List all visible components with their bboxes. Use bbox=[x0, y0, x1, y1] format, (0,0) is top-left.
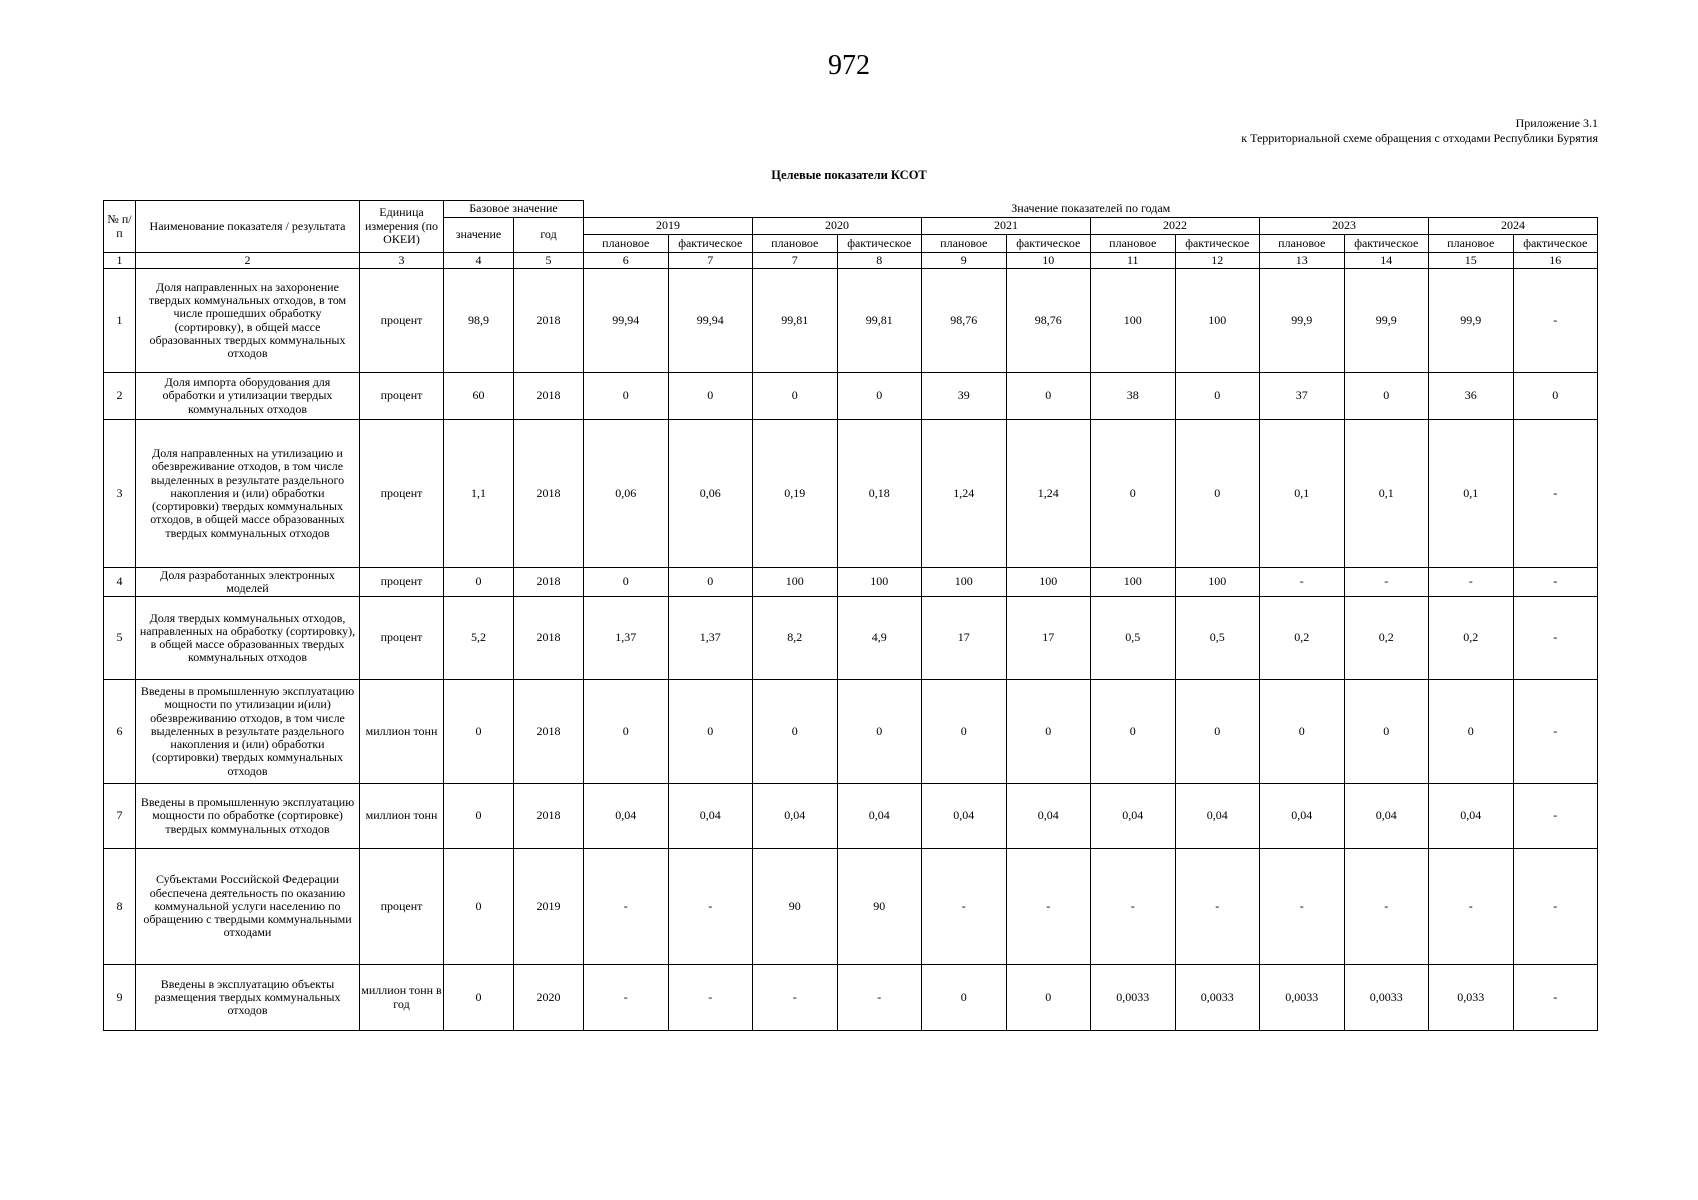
fact-value-cell: 0 bbox=[668, 680, 753, 784]
fact-value-cell: 0,04 bbox=[1175, 784, 1260, 849]
fact-value-cell: 1,24 bbox=[1006, 420, 1091, 568]
header-fact: фактическое bbox=[1513, 235, 1598, 253]
fact-value-cell: 99,81 bbox=[837, 269, 922, 373]
fact-value-cell: 0 bbox=[837, 680, 922, 784]
table-title: Целевые показатели КСОТ bbox=[771, 168, 927, 182]
appendix-line-1: Приложение 3.1 bbox=[1515, 116, 1598, 130]
indicator-name: Введены в промышленную эксплуатацию мощности по обработке (сортировке) твердых коммунальных отходов bbox=[136, 784, 360, 849]
column-number: 12 bbox=[1175, 253, 1260, 269]
base-year-cell: 2018 bbox=[514, 420, 584, 568]
base-value-cell: 0 bbox=[444, 568, 514, 597]
header-num: № п/п bbox=[104, 201, 136, 253]
indicator-name: Доля направленных на утилизацию и обезвреживание отходов, в том числе выделенных в результате раздельного накопления и (или) обработки (сортировки) твердых коммунальных отходов, в общей массе образованных твердых коммунальных отходов bbox=[136, 420, 360, 568]
fact-value-cell: 99,9 bbox=[1344, 269, 1429, 373]
header-row-1 bbox=[104, 201, 1598, 218]
plan-value-cell: 100 bbox=[1091, 568, 1176, 597]
table-row bbox=[104, 373, 1598, 420]
fact-value-cell: 100 bbox=[1175, 568, 1260, 597]
fact-value-cell: 0,04 bbox=[1344, 784, 1429, 849]
unit-cell: процент bbox=[360, 269, 444, 373]
fact-value-cell: 0,18 bbox=[837, 420, 922, 568]
header-plan: плановое bbox=[922, 235, 1007, 253]
column-number: 6 bbox=[584, 253, 669, 269]
column-number: 13 bbox=[1260, 253, 1345, 269]
base-value-cell: 60 bbox=[444, 373, 514, 420]
header-year-2024: 2024 bbox=[1429, 218, 1598, 235]
column-number: 3 bbox=[360, 253, 444, 269]
fact-value-cell: 100 bbox=[837, 568, 922, 597]
fact-value-cell: - bbox=[1513, 269, 1598, 373]
plan-value-cell: 0,04 bbox=[1260, 784, 1345, 849]
plan-value-cell: 0 bbox=[1260, 680, 1345, 784]
table-row bbox=[104, 420, 1598, 568]
column-number: 10 bbox=[1006, 253, 1091, 269]
fact-value-cell: 0,1 bbox=[1344, 420, 1429, 568]
unit-cell: миллион тонн bbox=[360, 784, 444, 849]
column-number: 2 bbox=[136, 253, 360, 269]
header-fact: фактическое bbox=[1175, 235, 1260, 253]
page-number: 972 bbox=[828, 50, 870, 81]
plan-value-cell: - bbox=[1091, 849, 1176, 965]
fact-value-cell: 0 bbox=[668, 373, 753, 420]
plan-value-cell: 0,1 bbox=[1429, 420, 1514, 568]
unit-cell: процент bbox=[360, 568, 444, 597]
column-number: 4 bbox=[444, 253, 514, 269]
plan-value-cell: 99,9 bbox=[1429, 269, 1514, 373]
unit-cell: миллион тонн в год bbox=[360, 965, 444, 1031]
fact-value-cell: 4,9 bbox=[837, 597, 922, 680]
column-number: 1 bbox=[104, 253, 136, 269]
base-value-cell: 5,2 bbox=[444, 597, 514, 680]
plan-value-cell: 8,2 bbox=[753, 597, 838, 680]
column-number: 7 bbox=[753, 253, 838, 269]
unit-cell: миллион тонн bbox=[360, 680, 444, 784]
column-number: 9 bbox=[922, 253, 1007, 269]
fact-value-cell: 100 bbox=[1006, 568, 1091, 597]
header-fact: фактическое bbox=[668, 235, 753, 253]
base-year-cell: 2020 bbox=[514, 965, 584, 1031]
fact-value-cell: - bbox=[1513, 597, 1598, 680]
unit-cell: процент bbox=[360, 849, 444, 965]
base-year-cell: 2019 bbox=[514, 849, 584, 965]
row-number: 1 bbox=[104, 269, 136, 373]
fact-value-cell: 0,04 bbox=[668, 784, 753, 849]
base-value-cell: 98,9 bbox=[444, 269, 514, 373]
plan-value-cell: 1,24 bbox=[922, 420, 1007, 568]
fact-value-cell: 0 bbox=[1344, 373, 1429, 420]
plan-value-cell: 99,9 bbox=[1260, 269, 1345, 373]
fact-value-cell: - bbox=[1513, 849, 1598, 965]
plan-value-cell: - bbox=[584, 965, 669, 1031]
column-number: 5 bbox=[514, 253, 584, 269]
plan-value-cell: 0 bbox=[584, 680, 669, 784]
plan-value-cell: 0,19 bbox=[753, 420, 838, 568]
unit-cell: процент bbox=[360, 597, 444, 680]
column-number: 8 bbox=[837, 253, 922, 269]
indicator-name: Введены в промышленную эксплуатацию мощности по утилизации и(или) обезвреживанию отходов, в том числе выделенных в результате раздельного накопления и (или) обработки (сортировки) твердых коммунальных отходов bbox=[136, 680, 360, 784]
indicators-table bbox=[103, 200, 1598, 1031]
plan-value-cell: 99,81 bbox=[753, 269, 838, 373]
plan-value-cell: 0,04 bbox=[584, 784, 669, 849]
table-row bbox=[104, 597, 1598, 680]
header-plan: плановое bbox=[584, 235, 669, 253]
plan-value-cell: 0,04 bbox=[1429, 784, 1514, 849]
plan-value-cell: 0 bbox=[1091, 420, 1176, 568]
plan-value-cell: 0 bbox=[753, 373, 838, 420]
header-unit: Единица измерения (по ОКЕИ) bbox=[360, 201, 444, 253]
base-value-cell: 1,1 bbox=[444, 420, 514, 568]
plan-value-cell: 0,0033 bbox=[1260, 965, 1345, 1031]
table-row bbox=[104, 784, 1598, 849]
fact-value-cell: 0 bbox=[1513, 373, 1598, 420]
fact-value-cell: 0,5 bbox=[1175, 597, 1260, 680]
plan-value-cell: - bbox=[1260, 568, 1345, 597]
header-plan: плановое bbox=[1091, 235, 1176, 253]
base-value-cell: 0 bbox=[444, 849, 514, 965]
unit-cell: процент bbox=[360, 420, 444, 568]
fact-value-cell: 0,0033 bbox=[1344, 965, 1429, 1031]
plan-value-cell: 0 bbox=[1429, 680, 1514, 784]
indicator-name: Доля импорта оборудования для обработки и утилизации твердых коммунальных отходов bbox=[136, 373, 360, 420]
plan-value-cell: - bbox=[584, 849, 669, 965]
fact-value-cell: 17 bbox=[1006, 597, 1091, 680]
table-body bbox=[104, 253, 1598, 1031]
plan-value-cell: 0,04 bbox=[753, 784, 838, 849]
header-fact: фактическое bbox=[1344, 235, 1429, 253]
plan-value-cell: - bbox=[922, 849, 1007, 965]
fact-value-cell: 0 bbox=[668, 568, 753, 597]
column-number: 15 bbox=[1429, 253, 1514, 269]
column-number: 14 bbox=[1344, 253, 1429, 269]
column-number: 7 bbox=[668, 253, 753, 269]
base-year-cell: 2018 bbox=[514, 373, 584, 420]
table-row bbox=[104, 680, 1598, 784]
fact-value-cell: - bbox=[837, 965, 922, 1031]
plan-value-cell: 0 bbox=[1091, 680, 1176, 784]
column-number: 11 bbox=[1091, 253, 1176, 269]
row-number: 5 bbox=[104, 597, 136, 680]
appendix-line-2: к Территориальной схеме обращения с отходами Республики Бурятия bbox=[1241, 131, 1598, 145]
fact-value-cell: 0,0033 bbox=[1175, 965, 1260, 1031]
table-row bbox=[104, 965, 1598, 1031]
plan-value-cell: 39 bbox=[922, 373, 1007, 420]
plan-value-cell: 0,033 bbox=[1429, 965, 1514, 1031]
base-year-cell: 2018 bbox=[514, 784, 584, 849]
row-number: 2 bbox=[104, 373, 136, 420]
row-number: 4 bbox=[104, 568, 136, 597]
fact-value-cell: 0 bbox=[1006, 965, 1091, 1031]
fact-value-cell: 0 bbox=[1006, 373, 1091, 420]
plan-value-cell: 37 bbox=[1260, 373, 1345, 420]
table-row bbox=[104, 849, 1598, 965]
fact-value-cell: - bbox=[1344, 849, 1429, 965]
header-plan: плановое bbox=[1260, 235, 1345, 253]
header-fact: фактическое bbox=[1006, 235, 1091, 253]
column-number: 16 bbox=[1513, 253, 1598, 269]
plan-value-cell: 98,76 bbox=[922, 269, 1007, 373]
column-number-row bbox=[104, 253, 1598, 269]
fact-value-cell: 0,06 bbox=[668, 420, 753, 568]
plan-value-cell: - bbox=[1260, 849, 1345, 965]
plan-value-cell: 100 bbox=[922, 568, 1007, 597]
fact-value-cell: 98,76 bbox=[1006, 269, 1091, 373]
header-by-years: Значение показателей по годам bbox=[584, 201, 1598, 218]
fact-value-cell: - bbox=[1513, 965, 1598, 1031]
fact-value-cell: - bbox=[1513, 784, 1598, 849]
header-year-2022: 2022 bbox=[1091, 218, 1260, 235]
fact-value-cell: 99,94 bbox=[668, 269, 753, 373]
plan-value-cell: 0 bbox=[584, 568, 669, 597]
plan-value-cell: 99,94 bbox=[584, 269, 669, 373]
indicator-name: Доля твердых коммунальных отходов, направленных на обработку (сортировку), в общей массе образованных твердых коммунальных отходов bbox=[136, 597, 360, 680]
indicator-name: Субъектами Российской Федерации обеспечена деятельность по оказанию коммунальной услуги населению по обращению с твердыми коммунальными отходами bbox=[136, 849, 360, 965]
plan-value-cell: 0,04 bbox=[1091, 784, 1176, 849]
fact-value-cell: 0 bbox=[1175, 373, 1260, 420]
row-number: 6 bbox=[104, 680, 136, 784]
table-row bbox=[104, 269, 1598, 373]
unit-cell: процент bbox=[360, 373, 444, 420]
header-name: Наименование показателя / результата bbox=[136, 201, 360, 253]
base-year-cell: 2018 bbox=[514, 269, 584, 373]
row-number: 7 bbox=[104, 784, 136, 849]
plan-value-cell: 1,37 bbox=[584, 597, 669, 680]
indicator-name: Введены в эксплуатацию объекты размещения твердых коммунальных отходов bbox=[136, 965, 360, 1031]
base-year-cell: 2018 bbox=[514, 680, 584, 784]
plan-value-cell: 36 bbox=[1429, 373, 1514, 420]
header-year-2021: 2021 bbox=[922, 218, 1091, 235]
base-year-cell: 2018 bbox=[514, 568, 584, 597]
fact-value-cell: 0 bbox=[1344, 680, 1429, 784]
plan-value-cell: 0,2 bbox=[1429, 597, 1514, 680]
fact-value-cell: - bbox=[1006, 849, 1091, 965]
fact-value-cell: - bbox=[1344, 568, 1429, 597]
plan-value-cell: - bbox=[1429, 849, 1514, 965]
fact-value-cell: 90 bbox=[837, 849, 922, 965]
fact-value-cell: - bbox=[1513, 420, 1598, 568]
plan-value-cell: 100 bbox=[1091, 269, 1176, 373]
fact-value-cell: - bbox=[1175, 849, 1260, 965]
header-plan: плановое bbox=[1429, 235, 1514, 253]
plan-value-cell: 0 bbox=[922, 965, 1007, 1031]
plan-value-cell: 0 bbox=[753, 680, 838, 784]
plan-value-cell: 100 bbox=[753, 568, 838, 597]
plan-value-cell: 90 bbox=[753, 849, 838, 965]
plan-value-cell: 0 bbox=[584, 373, 669, 420]
plan-value-cell: 0,2 bbox=[1260, 597, 1345, 680]
fact-value-cell: 1,37 bbox=[668, 597, 753, 680]
fact-value-cell: 0 bbox=[1175, 680, 1260, 784]
plan-value-cell: 0 bbox=[922, 680, 1007, 784]
base-value-cell: 0 bbox=[444, 784, 514, 849]
fact-value-cell: - bbox=[1513, 568, 1598, 597]
fact-value-cell: - bbox=[668, 849, 753, 965]
plan-value-cell: 38 bbox=[1091, 373, 1176, 420]
header-year-2019: 2019 bbox=[584, 218, 753, 235]
header-base-year: год bbox=[514, 218, 584, 253]
fact-value-cell: - bbox=[1513, 680, 1598, 784]
fact-value-cell: - bbox=[668, 965, 753, 1031]
plan-value-cell: - bbox=[753, 965, 838, 1031]
header-year-2020: 2020 bbox=[753, 218, 922, 235]
plan-value-cell: 0,1 bbox=[1260, 420, 1345, 568]
plan-value-cell: 17 bbox=[922, 597, 1007, 680]
row-number: 8 bbox=[104, 849, 136, 965]
header-plan: плановое bbox=[753, 235, 838, 253]
fact-value-cell: 0 bbox=[1006, 680, 1091, 784]
plan-value-cell: 0,04 bbox=[922, 784, 1007, 849]
fact-value-cell: 0,2 bbox=[1344, 597, 1429, 680]
indicator-name: Доля направленных на захоронение твердых коммунальных отходов, в том числе прошедших обработку (сортировку), в общей массе образованных твердых коммунальных отходов bbox=[136, 269, 360, 373]
plan-value-cell: - bbox=[1429, 568, 1514, 597]
plan-value-cell: 0,0033 bbox=[1091, 965, 1176, 1031]
indicator-name: Доля разработанных электронных моделей bbox=[136, 568, 360, 597]
row-number: 3 bbox=[104, 420, 136, 568]
header-year-2023: 2023 bbox=[1260, 218, 1429, 235]
plan-value-cell: 0,06 bbox=[584, 420, 669, 568]
row-number: 9 bbox=[104, 965, 136, 1031]
base-value-cell: 0 bbox=[444, 965, 514, 1031]
header-base: Базовое значение bbox=[444, 201, 584, 218]
header-fact: фактическое bbox=[837, 235, 922, 253]
fact-value-cell: 100 bbox=[1175, 269, 1260, 373]
indicators-table-wrapper bbox=[103, 200, 1597, 1031]
appendix-note bbox=[1241, 116, 1598, 146]
base-value-cell: 0 bbox=[444, 680, 514, 784]
fact-value-cell: 0 bbox=[837, 373, 922, 420]
base-year-cell: 2018 bbox=[514, 597, 584, 680]
header-base-value: значение bbox=[444, 218, 514, 253]
fact-value-cell: 0,04 bbox=[837, 784, 922, 849]
fact-value-cell: 0 bbox=[1175, 420, 1260, 568]
fact-value-cell: 0,04 bbox=[1006, 784, 1091, 849]
table-row bbox=[104, 568, 1598, 597]
plan-value-cell: 0,5 bbox=[1091, 597, 1176, 680]
